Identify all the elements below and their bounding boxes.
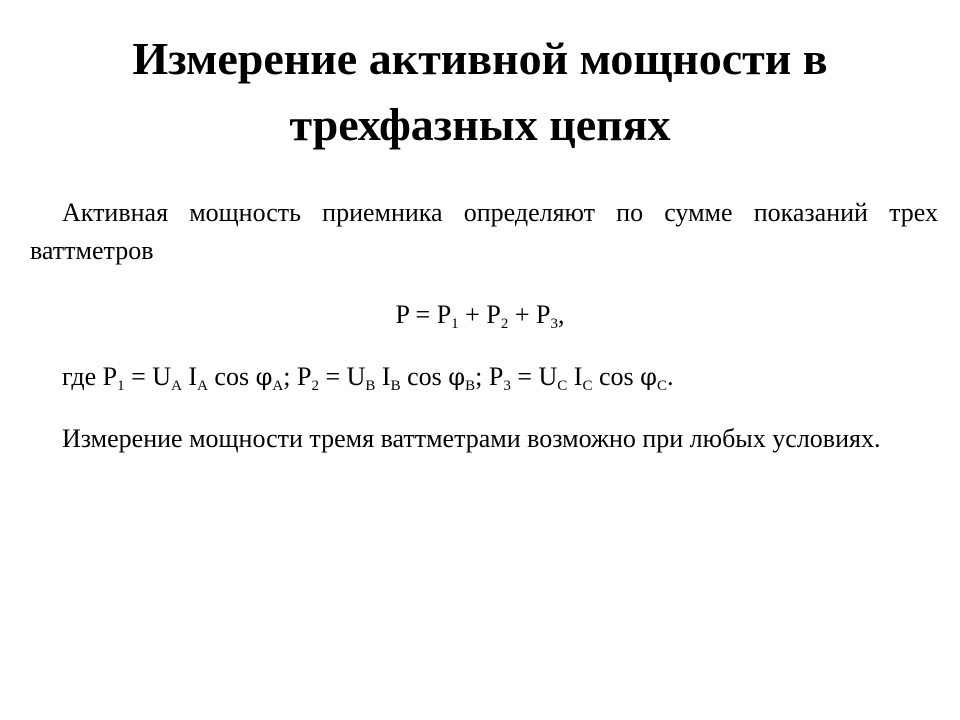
formula-subscript: B: [465, 378, 476, 394]
formula-symbol: U: [538, 362, 558, 391]
formula-subscript: 1: [117, 378, 125, 394]
formula-subscript: 2: [500, 316, 509, 332]
formula-punct: ;: [283, 362, 297, 391]
formula-subscript: A: [197, 378, 208, 394]
formula-symbol: P: [535, 300, 551, 329]
formula-symbol: P: [296, 362, 312, 391]
formula-symbol: P: [395, 300, 410, 329]
formula-subscript: 3: [550, 316, 558, 332]
formula-total-power: [0, 296, 960, 334]
paragraph-conditions: [30, 420, 938, 458]
formula-subscript: C: [656, 378, 667, 394]
formula-symbol: I: [573, 362, 583, 391]
paragraph-text: Активная мощность приемника определяют по сумме показаний трех ваттметров: [30, 198, 938, 265]
formula-subscript: A: [171, 378, 182, 394]
formula-operator: =: [318, 362, 347, 391]
formula-symbol: U: [152, 362, 172, 391]
formula-operator: =: [510, 362, 539, 391]
formula-subscript: 3: [503, 378, 511, 394]
slide-title: Измерение активной мощности в трехфазных цепях: [132, 33, 828, 150]
formula-subscript: C: [582, 378, 593, 394]
formula-punct: ;: [475, 362, 489, 391]
formula-phase-powers: [62, 358, 673, 396]
formula-symbol: U: [346, 362, 366, 391]
paragraph-wattmeter-sum: [30, 194, 938, 270]
formula-symbol: P: [488, 362, 504, 391]
formula-subscript: B: [390, 378, 401, 394]
formula-symbol: P: [486, 300, 501, 329]
formula-symbol: φ: [448, 363, 466, 391]
formula-symbol: φ: [640, 363, 657, 391]
formula-subscript: C: [557, 378, 568, 394]
formula-function: cos: [400, 362, 449, 391]
formula-symbol: P: [102, 362, 118, 391]
formula-subscript: A: [272, 378, 284, 394]
formula-operator: =: [124, 362, 153, 391]
formula-punct: ,: [557, 300, 565, 329]
formula-punct: .: [666, 362, 674, 391]
formula-operator: =: [409, 300, 437, 329]
formula-operator: +: [458, 300, 487, 329]
formula-lead: где: [62, 362, 103, 391]
formula-function: cos: [592, 362, 641, 391]
paragraph-text: Измерение мощности тремя ваттметрами возможно при любых условиях.: [62, 424, 881, 453]
formula-function: cos: [207, 362, 256, 391]
formula-subscript: B: [365, 378, 376, 394]
formula-symbol: φ: [255, 363, 273, 391]
formula-subscript: 2: [311, 378, 319, 394]
formula-symbol: I: [381, 362, 391, 391]
formula-subscript: 1: [451, 316, 459, 332]
formula-operator: +: [508, 300, 536, 329]
formula-symbol: P: [436, 300, 452, 329]
formula-symbol: I: [188, 362, 198, 391]
